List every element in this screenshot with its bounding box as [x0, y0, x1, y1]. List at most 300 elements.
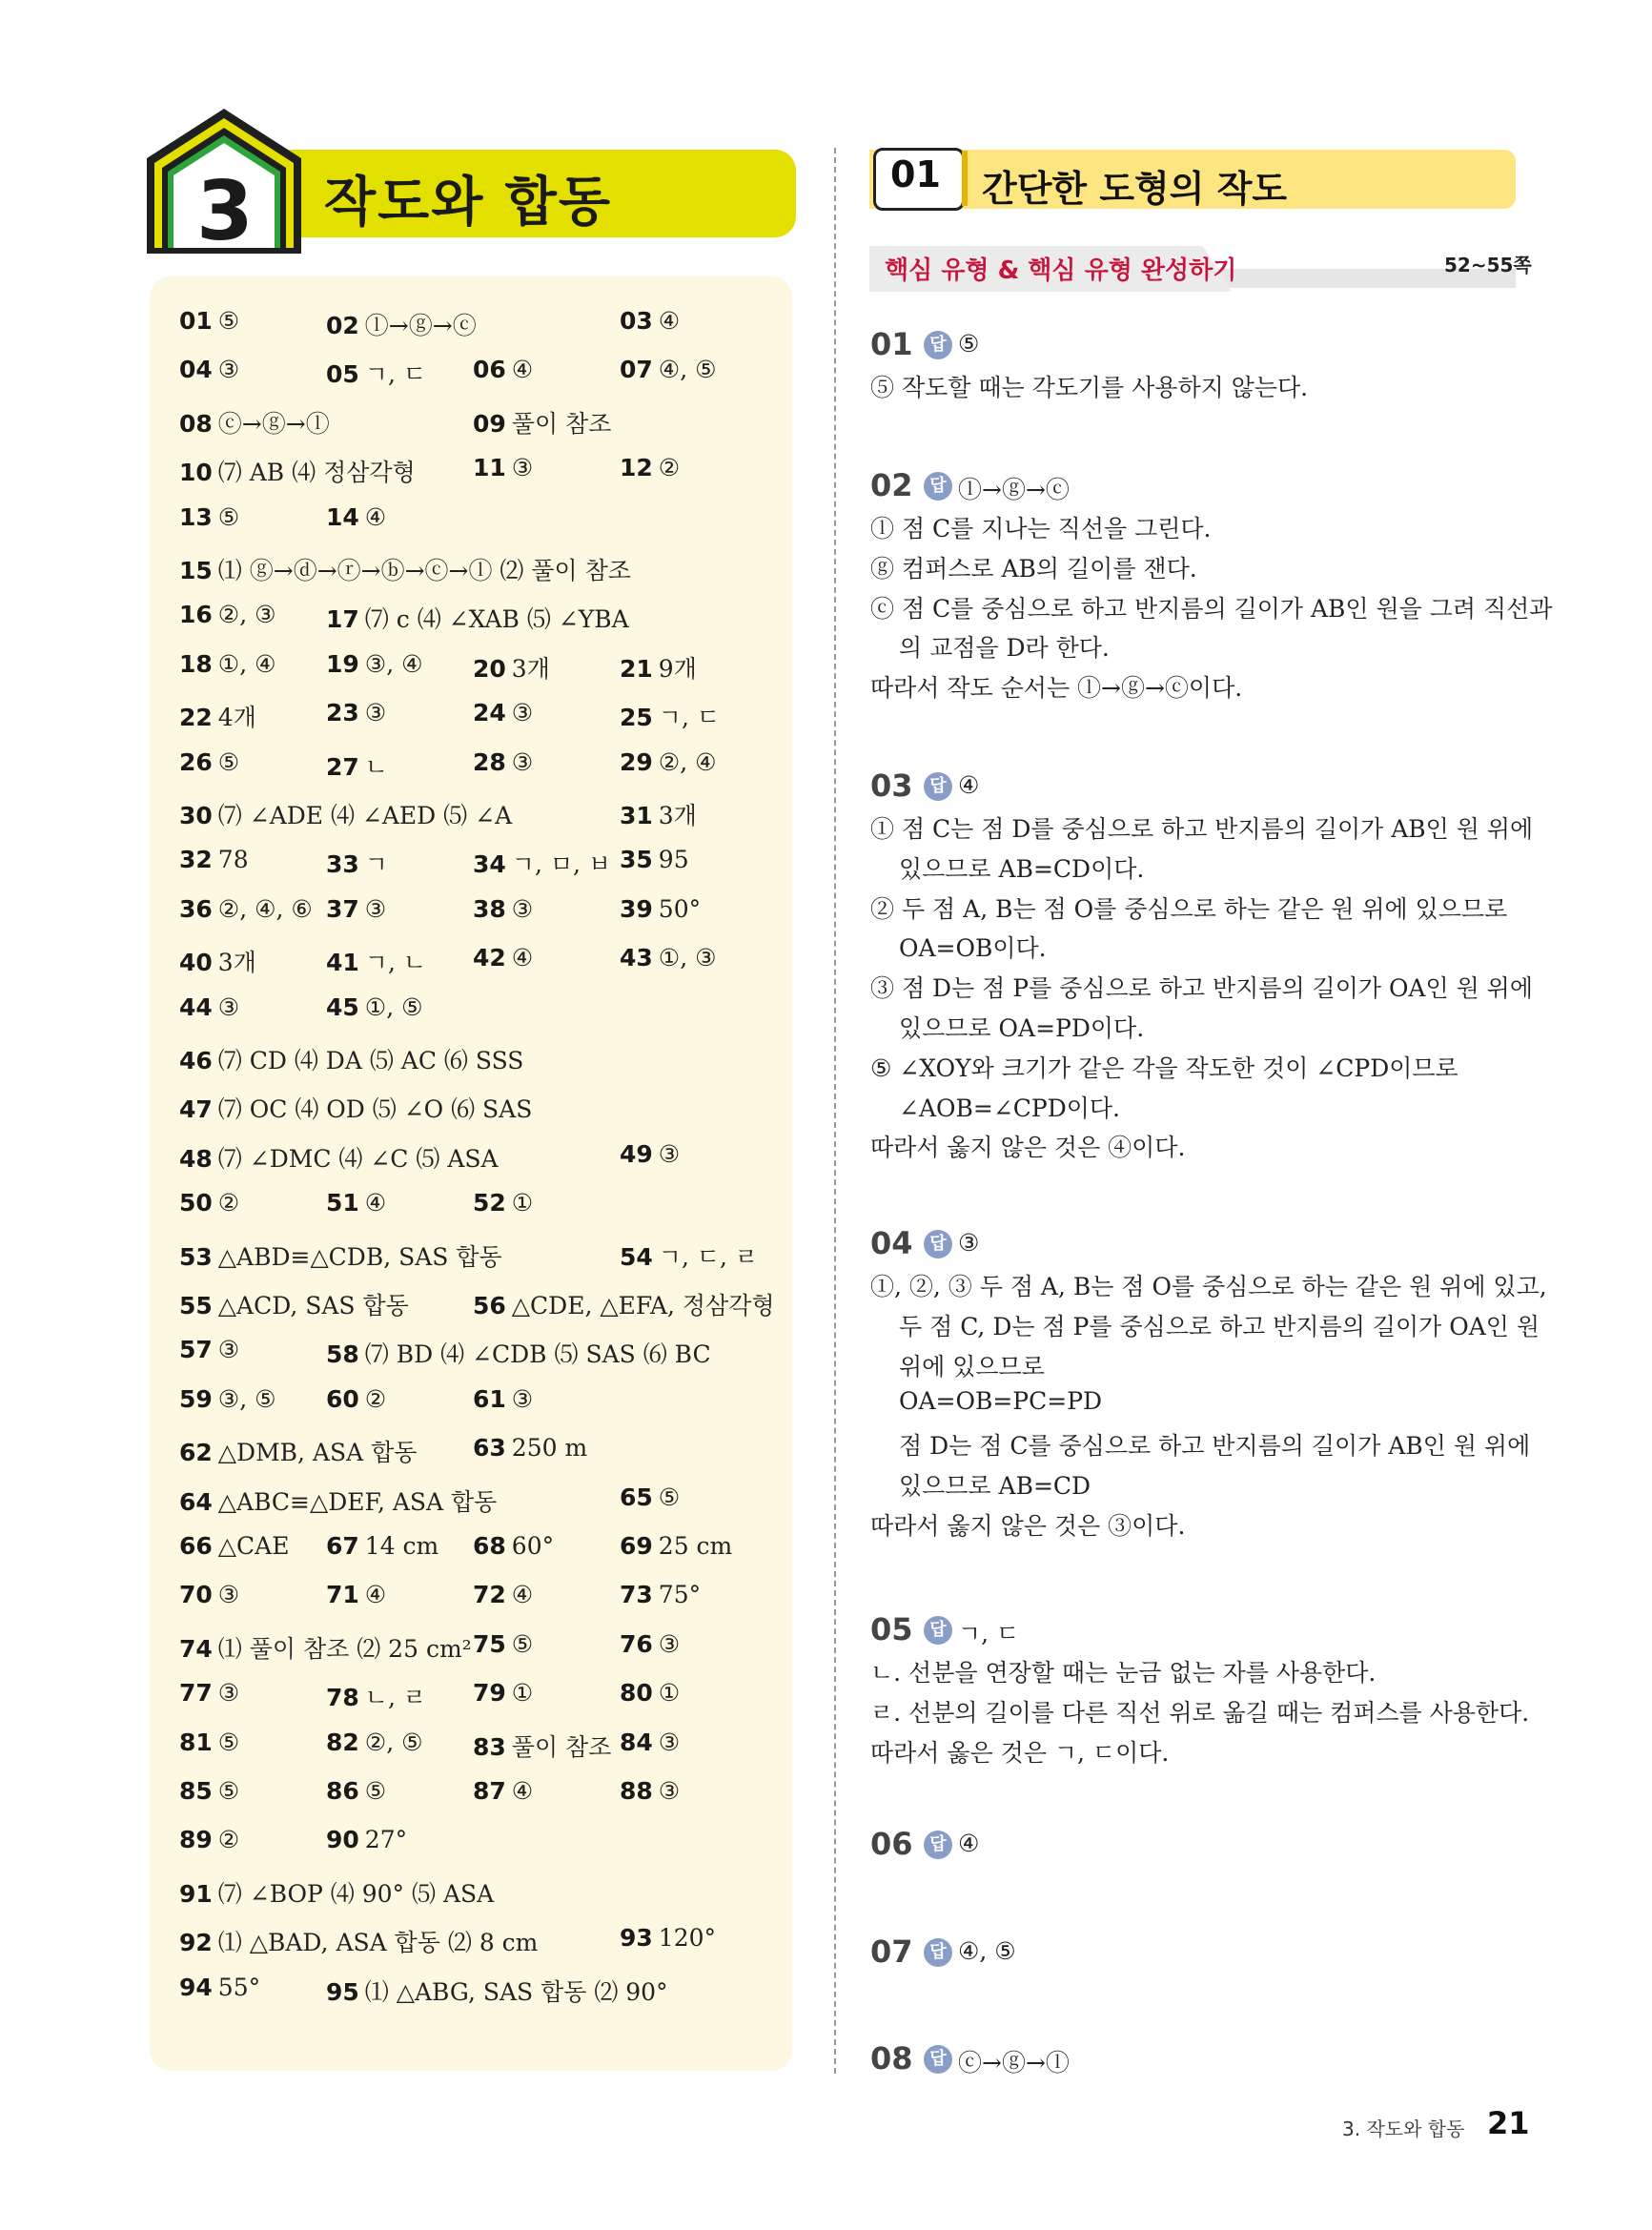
answer-value: ⑴ 풀이 참조 ⑵ 25 cm² — [217, 1634, 472, 1663]
answer-number: 29 — [620, 747, 653, 776]
answer-item — [179, 1924, 538, 1958]
answer-tag: 답 — [924, 1938, 952, 1967]
answer-item — [326, 895, 386, 923]
answer-number: 09 — [473, 409, 506, 438]
answer-item — [473, 356, 533, 383]
answer-item — [179, 1287, 409, 1321]
answer-number: 18 — [179, 649, 213, 678]
answer-tag: 답 — [924, 772, 952, 801]
answer-value: ㄴ, ㄹ — [364, 1684, 426, 1712]
answer-value: ④ — [511, 1777, 534, 1805]
tab-label: 핵심 유형 & 핵심 유형 완성하기 — [885, 256, 1237, 285]
answer-value: ⑤ — [658, 1483, 681, 1511]
answer-number: 58 — [326, 1340, 359, 1369]
answer-value: ⑺ ∠BOP ⑷ 90° ⑸ ASA — [217, 1879, 495, 1908]
answer-number: 36 — [179, 894, 213, 923]
chapter-title: 작도와 합동 — [324, 172, 612, 234]
answer-value: ⑴ △BAD, ASA 합동 ⑵ 8 cm — [217, 1929, 539, 1957]
answer-item — [179, 601, 276, 628]
answer-item — [620, 699, 720, 733]
answer-value: △DMB, ASA 합동 — [217, 1439, 418, 1467]
answer-value: ㄱ — [364, 850, 388, 879]
answer-value: 120° — [658, 1924, 717, 1953]
solution-answer: ③ — [958, 1229, 980, 1257]
answer-item — [620, 944, 717, 972]
answer-value: 60° — [511, 1532, 555, 1560]
answer-item — [179, 1336, 239, 1363]
answer-number: 14 — [326, 502, 359, 531]
answer-number: 06 — [473, 356, 506, 384]
answer-item — [326, 1777, 386, 1805]
answer-value: ⑤ — [217, 1728, 240, 1756]
answer-value: ② — [217, 1826, 240, 1854]
answer-item — [179, 1042, 523, 1076]
section-number: 01 — [890, 153, 941, 195]
answer-value: ⓒ→ⓖ→ⓛ — [217, 409, 330, 438]
answer-item — [620, 1777, 680, 1805]
answer-item — [620, 1924, 716, 1952]
answer-value: 25 cm — [658, 1532, 733, 1560]
answer-value: 250 m — [511, 1434, 588, 1463]
answer-value: ⑺ c ⑷ ∠XAB ⑸ ∠YBA — [364, 605, 629, 634]
answer-number: 08 — [179, 409, 213, 438]
answer-value: 3개 — [658, 802, 697, 829]
answer-number: 73 — [620, 1581, 653, 1609]
answer-number: 24 — [473, 699, 506, 727]
solution-line: 있으므로 AB=CD — [899, 1472, 1091, 1500]
answer-value: ①, ⑤ — [364, 992, 423, 1021]
solution-line: 위에 있으므로 — [899, 1352, 1045, 1381]
answer-value: ②, ④ — [658, 747, 717, 776]
answer-row — [179, 405, 789, 443]
solution-line: ⑤ ∠XOY와 크기가 같은 각을 작도한 것이 ∠CPD이므로 — [870, 1054, 1458, 1082]
answer-row — [179, 307, 789, 345]
answer-item — [473, 748, 533, 776]
answer-tag: 답 — [924, 1831, 952, 1859]
answer-value: △ACD, SAS 합동 — [217, 1292, 409, 1320]
answer-row — [179, 1385, 789, 1423]
answer-number: 22 — [179, 704, 213, 732]
answer-number: 10 — [179, 459, 213, 487]
answer-item — [179, 1140, 499, 1175]
answer-number: 41 — [326, 949, 359, 977]
answer-value: ⑤ — [217, 502, 240, 531]
answer-number: 23 — [326, 699, 359, 727]
answer-number: 04 — [179, 356, 213, 384]
answer-value: 3개 — [511, 654, 550, 683]
solution-line: 있으므로 OA=PD이다. — [899, 1014, 1145, 1042]
answer-number: 27 — [326, 752, 359, 781]
answer-number: 83 — [473, 1732, 506, 1761]
answer-item — [473, 650, 550, 685]
answer-value: 27° — [364, 1826, 408, 1854]
answer-value: ②, ③ — [217, 601, 276, 629]
solution-answer: ⑤ — [958, 330, 980, 358]
answer-row — [179, 1287, 789, 1325]
answer-item — [179, 1091, 532, 1125]
answer-item — [179, 552, 631, 586]
answer-tag: 답 — [924, 472, 952, 501]
answer-number: 68 — [473, 1532, 506, 1560]
solution-line: 따라서 작도 순서는 ⓛ→ⓖ→ⓒ이다. — [870, 674, 1243, 703]
answer-number: 64 — [179, 1487, 213, 1516]
answer-row — [179, 1924, 789, 1962]
answer-item — [326, 1679, 426, 1713]
answer-value: ④ — [511, 356, 534, 384]
answer-number: 59 — [179, 1384, 213, 1413]
answer-item — [179, 1875, 494, 1910]
answer-number: 60 — [326, 1384, 359, 1413]
answer-item — [473, 1287, 775, 1321]
answer-item — [179, 1189, 239, 1217]
page-number: 21 — [1487, 2105, 1530, 2141]
answer-number: 69 — [620, 1532, 653, 1560]
answer-item — [179, 1729, 239, 1756]
answer-number: 95 — [326, 1977, 359, 2006]
answer-item — [326, 1189, 386, 1217]
answer-item — [179, 1483, 497, 1518]
answer-item — [620, 846, 689, 873]
answer-number: 87 — [473, 1777, 506, 1805]
answer-item — [473, 454, 533, 481]
answer-value: ① — [658, 1679, 681, 1708]
tab-pages: 52~55쪽 — [1444, 254, 1532, 276]
answer-value: 55° — [217, 1973, 261, 2001]
answer-item — [326, 748, 388, 783]
answer-item — [179, 1974, 260, 2001]
answer-number: 26 — [179, 747, 213, 776]
answer-value: 75° — [658, 1581, 702, 1609]
answer-number: 75 — [473, 1629, 506, 1658]
answer-item — [620, 454, 680, 481]
answer-row — [179, 797, 789, 835]
answer-number: 43 — [620, 944, 653, 972]
answer-number: 02 — [326, 312, 359, 339]
answer-item — [620, 1532, 732, 1560]
answer-tag: 답 — [924, 2045, 952, 2074]
answer-value: △CAE — [217, 1532, 290, 1560]
answer-value: 3개 — [217, 949, 256, 977]
solution-number: 07 — [870, 1933, 913, 1970]
answer-number: 32 — [179, 846, 213, 874]
answer-number: 44 — [179, 992, 213, 1021]
answer-number: 65 — [620, 1483, 653, 1511]
answer-item — [326, 601, 629, 635]
answer-value: ③ — [658, 1629, 681, 1658]
answer-item — [326, 1826, 407, 1853]
answer-number: 37 — [326, 894, 359, 923]
answer-row — [179, 454, 789, 492]
answer-row — [179, 1434, 789, 1472]
answer-item — [326, 1729, 423, 1756]
answer-row — [179, 503, 789, 542]
answer-number: 03 — [620, 307, 653, 335]
answer-number: 05 — [326, 360, 359, 389]
answer-value: 풀이 참조 — [511, 409, 612, 438]
answer-number: 89 — [179, 1826, 213, 1854]
answer-item — [473, 1385, 533, 1413]
answer-value: ㄱ, ㄷ, ㄹ — [658, 1242, 759, 1271]
answer-row — [179, 895, 789, 933]
solution-line: 의 교점을 D라 한다. — [899, 634, 1110, 663]
answer-row — [179, 1826, 789, 1864]
answer-number: 31 — [620, 802, 653, 829]
answer-value: ③ — [658, 1777, 681, 1805]
answer-number: 33 — [326, 850, 359, 879]
answer-item — [473, 1679, 533, 1707]
solution-line: 점 D는 점 C를 중심으로 하고 반지름의 길이가 AB인 원 위에 — [899, 1432, 1531, 1461]
solution-answer: ⓒ→ⓖ→ⓛ — [958, 2049, 1070, 2077]
answer-number: 40 — [179, 949, 213, 977]
answer-item — [620, 1679, 680, 1707]
answer-number: 19 — [326, 649, 359, 678]
answer-number: 55 — [179, 1292, 213, 1320]
answer-row — [179, 1140, 789, 1178]
answer-value: ② — [658, 454, 681, 482]
answer-item — [620, 1483, 680, 1511]
answer-value: ②, ④, ⑥ — [217, 894, 313, 923]
answer-value: ③, ④ — [364, 649, 423, 678]
section-stripe — [962, 151, 968, 206]
answer-value: △ABD≡△CDB, SAS 합동 — [217, 1242, 502, 1271]
answer-number: 93 — [620, 1924, 653, 1953]
answer-value: ㄱ, ㅁ, ㅂ — [511, 850, 612, 879]
answer-item — [326, 846, 388, 880]
answer-item — [620, 356, 717, 383]
answer-number: 11 — [473, 454, 506, 482]
answer-item — [326, 699, 386, 726]
answer-item — [473, 846, 611, 880]
answer-value: ①, ③ — [658, 944, 717, 972]
answer-item — [326, 307, 477, 341]
answer-item — [326, 1336, 711, 1370]
answer-row — [179, 1974, 789, 2012]
answer-number: 56 — [473, 1292, 506, 1320]
answer-value: ④ — [511, 1581, 534, 1609]
answer-number: 47 — [179, 1095, 213, 1124]
answer-value: 9개 — [658, 654, 697, 683]
solution-number: 06 — [870, 1826, 913, 1862]
solution-line: 따라서 옳은 것은 ㄱ, ㄷ이다. — [870, 1738, 1170, 1767]
answer-item — [326, 1974, 668, 2008]
answer-value: 풀이 참조 — [511, 1732, 612, 1761]
answer-value: 14 cm — [364, 1532, 439, 1560]
answer-value: △ABC≡△DEF, ASA 합동 — [217, 1487, 498, 1516]
answer-value: △CDE, △EFA, 정삼각형 — [511, 1292, 775, 1320]
answer-value: ④ — [364, 502, 387, 531]
answer-item — [179, 405, 330, 440]
answer-value: ⑺ BD ⑷ ∠CDB ⑸ SAS ⑹ BC — [364, 1340, 711, 1369]
answer-item — [620, 1140, 680, 1168]
answer-number: 50 — [179, 1189, 213, 1217]
answer-number: 79 — [473, 1679, 506, 1708]
answer-item — [620, 650, 697, 685]
answer-value: ③ — [217, 1336, 240, 1364]
answer-number: 15 — [179, 557, 213, 584]
answer-number: 13 — [179, 502, 213, 531]
answer-value: 4개 — [217, 704, 256, 732]
answer-number: 35 — [620, 846, 653, 874]
answer-value: ② — [364, 1384, 387, 1413]
answer-number: 92 — [179, 1929, 213, 1957]
answer-row — [179, 1042, 789, 1080]
answer-number: 54 — [620, 1242, 653, 1271]
answer-item — [179, 650, 276, 678]
answer-item — [620, 307, 680, 335]
answer-value: ②, ⑤ — [364, 1728, 423, 1756]
answer-value: ③, ⑤ — [217, 1384, 276, 1413]
answer-value: ㄴ — [364, 752, 388, 781]
answer-number: 76 — [620, 1629, 653, 1658]
section-title: 간단한 도형의 작도 — [982, 168, 1288, 210]
answer-value: ③ — [658, 1139, 681, 1168]
answer-value: ④ — [511, 944, 534, 972]
answer-item — [179, 1777, 239, 1805]
solution-answer: ④, ⑤ — [958, 1937, 1016, 1965]
answer-number: 71 — [326, 1581, 359, 1609]
answer-item — [179, 797, 512, 831]
solution-line: 두 점 C, D는 점 P를 중심으로 하고 반지름의 길이가 OA인 원 — [899, 1312, 1540, 1340]
solution-number: 05 — [870, 1611, 913, 1647]
answer-row — [179, 650, 789, 688]
answer-item — [179, 1679, 239, 1707]
answer-row — [179, 699, 789, 737]
answer-row — [179, 356, 789, 394]
answer-value: ③ — [217, 1679, 240, 1708]
answer-value: ㄱ, ㄴ — [364, 949, 426, 977]
solution-line: ⑤ 작도할 때는 각도기를 사용하지 않는다. — [870, 374, 1309, 401]
answer-number: 12 — [620, 454, 653, 482]
answer-value: ⑴ ⓖ→ⓓ→ⓡ→ⓑ→ⓒ→ⓛ ⑵ 풀이 참조 — [217, 557, 631, 584]
footer-label: 3. 작도와 합동 — [1342, 2117, 1465, 2140]
answer-value: ⑤ — [217, 1777, 240, 1805]
solution-line: ㄴ. 선분을 연장할 때는 눈금 없는 자를 사용한다. — [870, 1659, 1377, 1687]
answer-value: ⑺ ∠DMC ⑷ ∠C ⑸ ASA — [217, 1144, 499, 1173]
answer-value: ⑴ △ABG, SAS 합동 ⑵ 90° — [364, 1977, 668, 2006]
answer-value: ③ — [511, 454, 534, 482]
solution-line: ①, ②, ③ 두 점 A, B는 점 O를 중심으로 하는 같은 원 위에 있고, — [870, 1273, 1547, 1300]
answer-item — [179, 993, 239, 1021]
answer-value: ② — [217, 1189, 240, 1217]
answer-value: ⑺ ∠ADE ⑷ ∠AED ⑸ ∠A — [217, 802, 513, 829]
answer-item — [473, 699, 533, 726]
answer-number: 90 — [326, 1826, 359, 1854]
answer-number: 51 — [326, 1189, 359, 1217]
answer-item — [326, 650, 423, 678]
solution-line: ⓖ 컴퍼스로 AB의 길이를 잰다. — [870, 554, 1197, 583]
column-divider — [834, 148, 836, 2074]
answer-row — [179, 1189, 789, 1227]
answer-value: ⑤ — [511, 1629, 534, 1658]
answer-number: 21 — [620, 654, 653, 683]
answer-value: ④ — [364, 1189, 387, 1217]
answer-item — [179, 1581, 239, 1608]
solution-line: OA=OB이다. — [899, 934, 1047, 963]
answer-value: ④, ⑤ — [658, 356, 717, 384]
answer-value: ㄱ, ㄷ — [658, 704, 720, 732]
answer-value: ③ — [364, 894, 387, 923]
solution-line: ∠AOB=∠CPD이다. — [899, 1094, 1121, 1122]
answer-item — [179, 503, 239, 531]
answer-value: ⓛ→ⓖ→ⓒ — [364, 312, 477, 339]
chapter-number: 3 — [196, 164, 254, 259]
answer-value: ④ — [658, 307, 681, 335]
answer-item — [179, 748, 239, 776]
answer-item — [473, 1581, 533, 1608]
answer-row — [179, 601, 789, 639]
answer-value: ③ — [511, 1384, 534, 1413]
answer-number: 74 — [179, 1634, 213, 1663]
solution-answer: ④ — [958, 771, 980, 799]
solution-number: 08 — [870, 2040, 913, 2077]
answer-number: 46 — [179, 1047, 213, 1074]
answer-value: ①, ④ — [217, 649, 276, 678]
answer-row — [179, 748, 789, 787]
answer-number: 28 — [473, 747, 506, 776]
answer-number: 17 — [326, 605, 359, 634]
solution-number: 03 — [870, 767, 913, 804]
answer-item — [179, 895, 313, 923]
answer-item — [179, 1826, 239, 1853]
answer-value: ③ — [217, 992, 240, 1021]
answer-item — [179, 1434, 417, 1468]
solution-answer: ㄱ, ㄷ — [958, 1620, 1020, 1647]
solution-line: ③ 점 D는 점 P를 중심으로 하고 반지름의 길이가 OA인 원 위에 — [870, 974, 1533, 1003]
answer-row — [179, 1729, 789, 1767]
answer-value: ③ — [511, 894, 534, 923]
answer-item — [620, 1238, 758, 1273]
answer-item — [179, 454, 416, 488]
answer-row — [179, 1875, 789, 1913]
answer-number: 91 — [179, 1879, 213, 1908]
answer-value: ⑤ — [217, 747, 240, 776]
answer-number: 88 — [620, 1777, 653, 1805]
answer-item — [179, 307, 239, 335]
answer-number: 62 — [179, 1439, 213, 1467]
solution-line: ㄹ. 선분의 길이를 다른 직선 위로 옮길 때는 컴퍼스를 사용한다. — [870, 1698, 1530, 1727]
answer-tag: 답 — [924, 1616, 952, 1645]
answer-number: 16 — [179, 601, 213, 629]
answer-item — [473, 1777, 533, 1805]
answer-number: 57 — [179, 1336, 213, 1364]
answer-item — [473, 405, 611, 440]
answer-value: ③ — [511, 699, 534, 727]
answer-item — [326, 944, 426, 978]
answer-number: 94 — [179, 1973, 213, 2001]
answer-item — [326, 503, 386, 531]
answer-row — [179, 1336, 789, 1374]
answer-value: ① — [511, 1679, 534, 1708]
answer-tag: 답 — [924, 1230, 952, 1258]
answer-value: ④ — [364, 1581, 387, 1609]
answer-item — [326, 1385, 386, 1413]
answer-row — [179, 1581, 789, 1619]
answer-item — [473, 1729, 611, 1763]
answer-number: 84 — [620, 1728, 653, 1756]
answer-item — [179, 944, 256, 978]
solution-number: 02 — [870, 467, 913, 503]
answer-value: 50° — [658, 894, 702, 923]
answer-number: 42 — [473, 944, 506, 972]
answer-item — [473, 895, 533, 923]
solution-line: 따라서 옳지 않은 것은 ③이다. — [870, 1511, 1186, 1540]
answer-number: 45 — [326, 992, 359, 1021]
answer-number: 25 — [620, 704, 653, 732]
answer-number: 67 — [326, 1532, 359, 1560]
answer-item — [179, 356, 239, 383]
answer-number: 63 — [473, 1434, 506, 1463]
solution-answer: ⓛ→ⓖ→ⓒ — [958, 476, 1070, 503]
